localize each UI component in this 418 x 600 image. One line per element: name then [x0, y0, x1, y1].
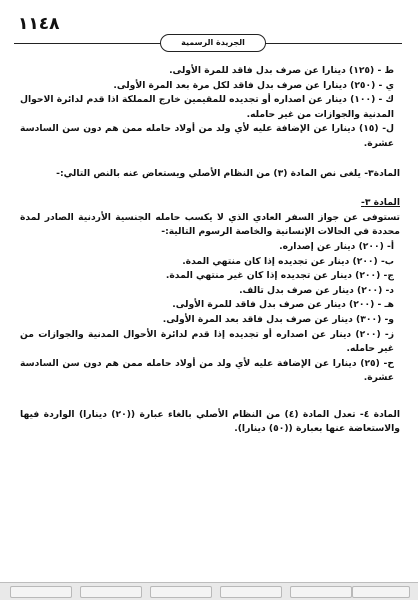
- item-ya: ي - (٢٥٠) دينارا عن صرف بدل فاقد لكل مرة بعد المرة الأولى.: [113, 79, 394, 91]
- article-3-intro: تستوفى عن جواز السفر العادي الذي لا يكسب حامله الجنسية الأردنية الصادر لمدة محددة في الحالات الإنسانية والخاصة الرسوم التالية:-: [20, 211, 400, 238]
- article-3-item-haa: ح- (٢٥) دينارا عن الإضافة عليه لأي ولد من أولاد حامله ممن هم دون سن السادسة عشرة.: [20, 357, 394, 384]
- article-3-item-ba: ب- (٢٠٠) دينار عن تجديده إذا كان منتهي المدة.: [182, 255, 394, 267]
- article-3-item-alif: أ- (٢٠٠) دينار عن إصداره.: [279, 240, 394, 252]
- item-ta: ط - (١٢٥) دينارا عن صرف بدل فاقد للمرة الأولى.: [169, 65, 394, 76]
- viewer-tab[interactable]: [10, 586, 72, 598]
- viewer-tab[interactable]: [290, 586, 352, 598]
- item-lam: ل- (١٥) دينارا عن الإضافة عليه لأي ولد من أولاد حامله ممن هم دون سن السادسة عشرة.: [20, 123, 394, 149]
- viewer-tab[interactable]: [352, 586, 410, 598]
- journal-name-badge: الجريدة الرسمية: [160, 34, 266, 52]
- document-body: [20, 64, 400, 437]
- viewer-bottom-bar: [0, 582, 418, 600]
- article-3-item-ha: هـ - (٢٠٠) دينار عن صرف بدل فاقد للمرة الأولى.: [172, 299, 394, 311]
- article-3-item-zay: ز- (٢٠٠) دينار عن اصداره أو تجديده إذا قدم لدائرة الأحوال المدنية والجوازات من غير حامله.: [20, 328, 395, 355]
- page-number: ١١٤٨: [18, 14, 60, 34]
- article-3-item-dal: د- (٢٠٠) دينار عن صرف بدل تالف.: [239, 284, 394, 296]
- viewer-tab[interactable]: [220, 586, 282, 598]
- article-3-title: المادة ٣-: [361, 197, 400, 209]
- item-kaf: ك - (١٠٠) دينار عن اصداره أو تجديده للمقيمين خارج المملكة اذا قدم لدائرة الاحوال المدنية والجوازات من غير حامله.: [20, 94, 394, 120]
- article-3-item-waw: و- (٣٠٠) دينار عن صرف بدل فاقد بعد المرة الأولى.: [162, 313, 394, 325]
- article-4-text: المادة ٤- تعدل المادة (٤) من النظام الأصلي بالغاء عبارة ((٢٠) دينارا) الواردة فيها والاستعاضة عنها بعبارة ((٥٠) دينارا).: [20, 408, 401, 435]
- viewer-tab[interactable]: [150, 586, 212, 598]
- article-3-item-jim: ج- (٢٠٠) دينار عن تجديده إذا كان غير منتهي المدة.: [165, 270, 394, 282]
- viewer-tab[interactable]: [80, 586, 142, 598]
- article-3-heading: المادة٣- يلغى نص المادة (٣) من النظام الأصلي ويستعاض عنه بالنص التالي:-: [56, 167, 400, 179]
